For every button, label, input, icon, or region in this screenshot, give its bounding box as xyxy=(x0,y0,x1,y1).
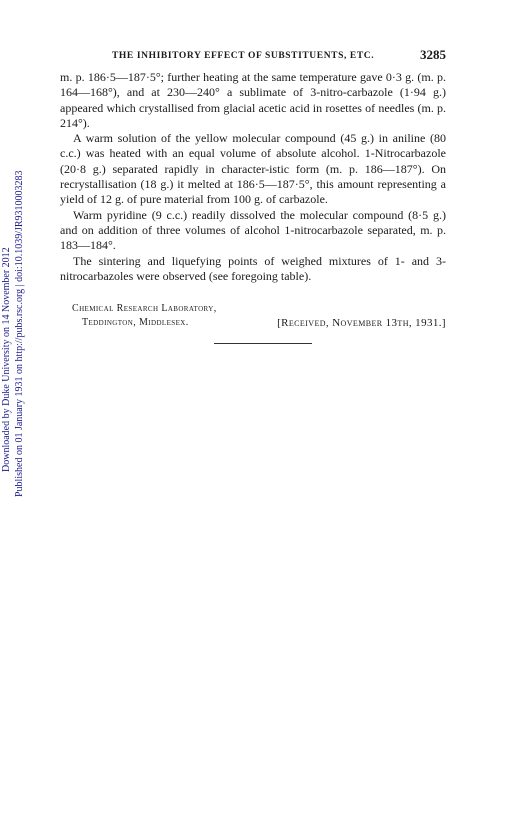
paragraph: Warm pyridine (9 c.c.) readily dissolved the molecular compound (8·5 g.) and on addition of three volumes of alcohol 1-nitrocarbazole separated, m. p. 183—184°. xyxy=(60,207,446,253)
affiliation-block xyxy=(60,302,446,330)
body-text xyxy=(60,70,446,284)
location-text: Teddington, Middlesex. xyxy=(82,317,189,328)
laboratory-location xyxy=(60,316,446,330)
paragraph: m. p. 186·5—187·5°; further heating at the same temperature gave 0·3 g. (m. p. 164—168°), and at 230—240° a sublimate of 3-nitro-carbazole (1·94 g.) appeared which crystallised from glacial acetic acid in rosettes of needles (m. p. 214°). xyxy=(60,70,446,130)
paragraph: A warm solution of the yellow molecular compound (45 g.) in aniline (80 c.c.) was heated with an equal volume of absolute alcohol. 1-Nitrocarbazole (20·8 g.) separated rapidly in character-istic form (m. p. 186—187°). On recrystallisation (18 g.) it melted at 186·5—187·5°, this amount representing a yield of 12 g. of pure material from 100 g. of carbazole. xyxy=(60,131,446,207)
paragraph: The sintering and liquefying points of weighed mixtures of 1- and 3-nitrocarbazoles were observed (see foregoing table). xyxy=(60,253,446,283)
page-number: 3285 xyxy=(420,47,446,62)
running-header xyxy=(60,46,446,64)
publication-watermark: Published on 01 January 1931 on http://pubs.rsc.org | doi:10.1039/JR9310003283 xyxy=(14,170,25,497)
received-date: [Received, November 13th, 1931.] xyxy=(277,317,446,329)
laboratory-name: Chemical Research Laboratory, xyxy=(72,303,217,314)
running-title: THE INHIBITORY EFFECT OF SUBSTITUENTS, ETC. xyxy=(112,51,375,61)
download-watermark: Downloaded by Duke University on 14 November 2012 xyxy=(1,247,12,472)
end-rule xyxy=(214,343,312,344)
